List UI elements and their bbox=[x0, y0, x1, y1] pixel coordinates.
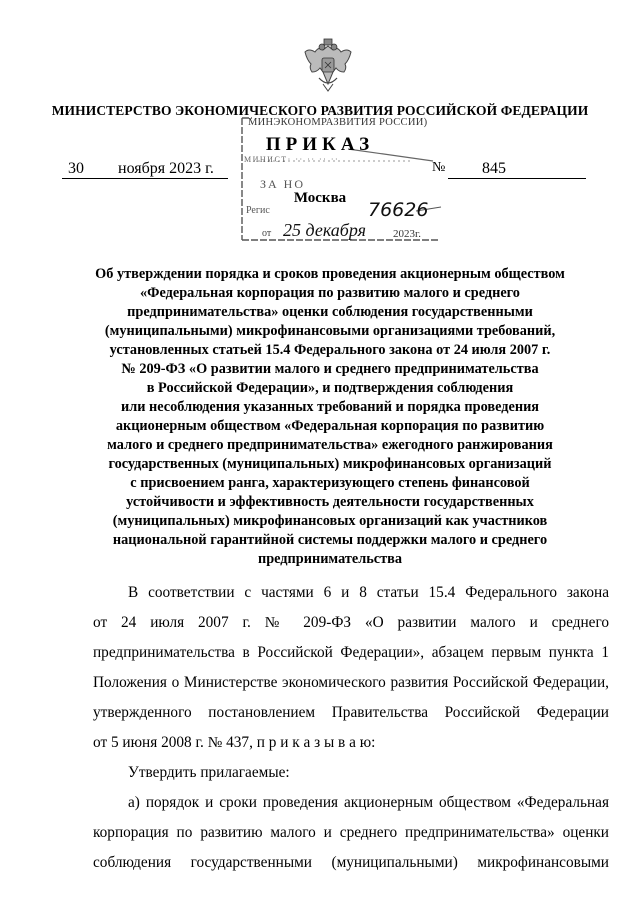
body-line: В соответствии с частями 6 и 8 статьи 15.4 Федерального закона bbox=[128, 584, 609, 601]
body-line: корпорация по развитию малого и среднего предпринимательства» оценки bbox=[93, 824, 609, 841]
document-body bbox=[93, 578, 609, 878]
stamp-registration-line: МИНИСТ· ·· ·· ·· ·· bbox=[244, 155, 340, 164]
title-line: с присвоением ранга, характеризующего степень финансовой bbox=[130, 475, 530, 491]
title-line: акционерным обществом «Федеральная корпорация по развитию bbox=[115, 418, 545, 434]
document-number: 845 bbox=[482, 160, 506, 177]
stamp-regnum-label: Регис bbox=[246, 205, 270, 216]
body-line: а) порядок и сроки проведения акционерным обществом «Федеральная bbox=[128, 794, 609, 811]
stamp-regnum: 76626 bbox=[368, 199, 429, 221]
body-line: Утвердить прилагаемые: bbox=[128, 764, 290, 781]
title-line: государственных (муниципальных) микрофинансовых организаций bbox=[108, 456, 552, 472]
title-line: «Федеральная корпорация по развитию малого и среднего bbox=[140, 285, 520, 301]
body-line: Положения о Министерстве экономического развития Российской Федерации, bbox=[93, 674, 609, 691]
title-line: или несоблюдения указанных требований и порядка проведения bbox=[120, 399, 540, 415]
body-line: соблюдения государственными (муниципальными) микрофинансовыми bbox=[93, 854, 609, 871]
title-line: национальной гарантийной системы поддержки малого и среднего bbox=[112, 532, 548, 548]
stamp-date: 25 декабря bbox=[283, 220, 366, 240]
title-line: предпринимательства» оценки соблюдения государственными bbox=[127, 304, 533, 320]
date-underline bbox=[62, 178, 228, 179]
coat-of-arms-emblem bbox=[303, 38, 353, 92]
title-line: малого и среднего предпринимательства» ежегодного ранжирования bbox=[107, 437, 553, 453]
stamp-zaregistrirovano: ЗА НО bbox=[260, 177, 306, 191]
ministry-heading: МИНИСТЕРСТВО ЭКОНОМИЧЕСКОГО РАЗВИТИЯ РОССИЙСКОЙ ФЕДЕРАЦИИ bbox=[51, 103, 589, 118]
title-line: устойчивости и эффективность деятельности государственных bbox=[126, 494, 534, 510]
stamp-year: 2023г. bbox=[393, 228, 422, 240]
body-line: утвержденного постановлением Правительства Российской Федерации bbox=[93, 704, 609, 721]
document-title bbox=[80, 265, 580, 569]
title-line: в Российской Федерации», и подтверждения соблюдения bbox=[146, 380, 514, 396]
date-month-year: ноября 2023 г. bbox=[118, 160, 214, 177]
city: Москва bbox=[293, 190, 347, 206]
document-type: ПРИКАЗ bbox=[265, 134, 375, 155]
title-line: № 209-ФЗ «О развитии малого и среднего предпринимательства bbox=[121, 361, 539, 377]
title-line: (муниципальными) микрофинансовыми организациями требований, bbox=[104, 323, 556, 339]
date-day: 30 bbox=[68, 160, 84, 177]
number-sign: № bbox=[432, 160, 446, 175]
title-line: установленных статьей 15.4 Федерального закона от 24 июля 2007 г. bbox=[109, 342, 551, 358]
stamp-org: МИНЭКОНОМРАЗВИТИЯ РОССИИ) bbox=[248, 117, 428, 128]
title-line: Об утверждении порядка и сроков проведения акционерным обществом bbox=[95, 266, 565, 282]
title-line: предпринимательства bbox=[257, 551, 403, 567]
title-line: (муниципальных) микрофинансовых организаций как участников bbox=[112, 513, 548, 529]
number-underline bbox=[448, 178, 586, 179]
stamp-from: от bbox=[262, 228, 272, 239]
body-line: от 24 июля 2007 г. № 209-ФЗ «О развитии малого и среднего bbox=[93, 614, 609, 631]
body-line: от 5 июня 2008 г. № 437, п р и к а з ы в а ю: bbox=[93, 734, 376, 751]
body-line: предпринимательства в Российской Федерации», абзацем первым пункта 1 bbox=[93, 644, 609, 661]
